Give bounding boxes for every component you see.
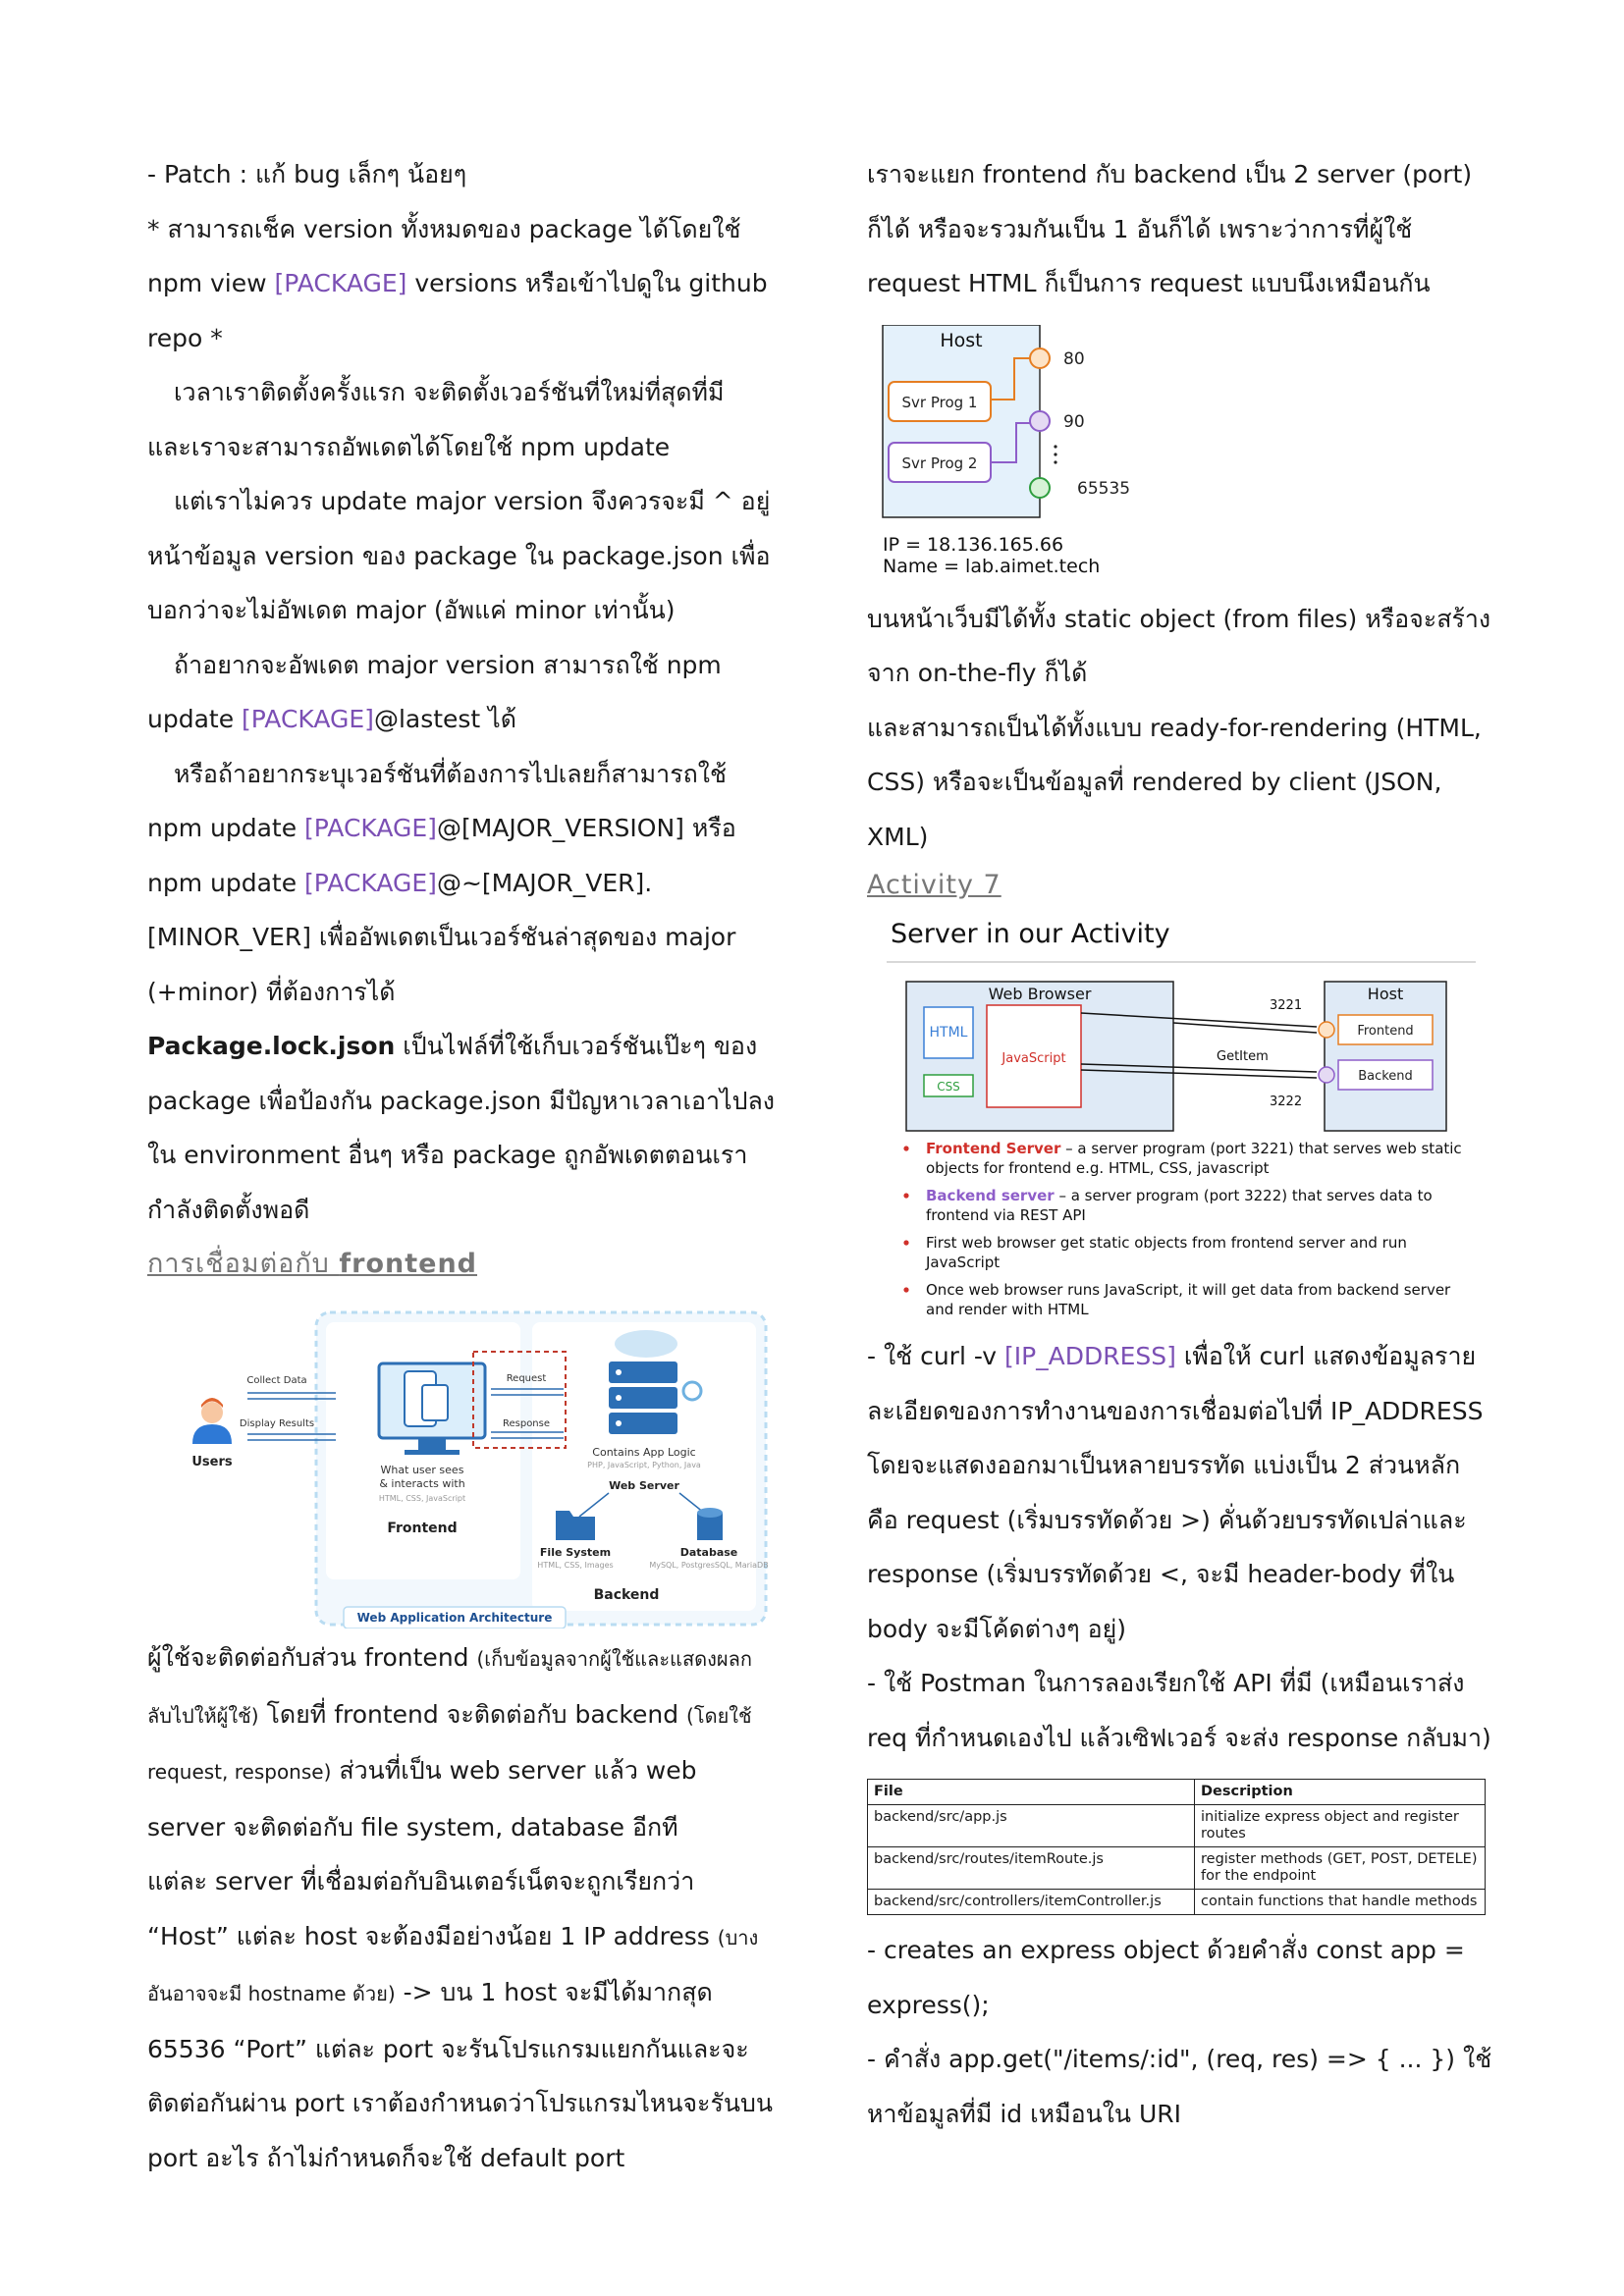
render-types: และสามารถเป็นได้ทั้งแบบ ready-for-rendering (HTML, CSS) หรือจะเป็นข้อมูลที่ rendered by client (JSON, XML): [867, 713, 1482, 851]
table-cell: register methods (GET, POST, DETELE) for the endpoint: [1195, 1847, 1486, 1890]
what-user-label: What user sees: [380, 1464, 464, 1476]
table-cell: backend/src/app.js: [868, 1805, 1195, 1847]
activity-host-label: Host: [1367, 985, 1404, 1003]
host-title: Host: [940, 329, 983, 351]
curl-usage: - ใช้ curl -v [IP_ADDRESS] เพื่อให้ curl แสดงข้อมูลรายละเอียดของการทำงานของการเชื่อมต่อไปที่ IP_ADDRESS โดยจะแสดงออกมาเป็นหลายบรรทัด แบ่งเป็น 2 ส่วนหลัก คือ request (เริ่มบรรทัดด้วย >) คั่นด้วยบรรทัดเปล่าและ response (เริ่มบรรทัดด้วย <, จะมี header-body ที่ใน body จะมีโค้ดต่างๆ อยู่): [867, 1342, 1484, 1643]
host-name: Name = lab.aimet.tech: [883, 555, 1101, 577]
bullet-once: Once web browser runs JavaScript, it will get data from backend server: [926, 1281, 1451, 1299]
display-label: Display Results: [239, 1418, 315, 1429]
app-get: - คำสั่ง app.get("/items/:id", (req, res) => { ... }) ใช้หาข้อมูลที่มี id เหมือนใน URI: [867, 2045, 1492, 2128]
table-cell: contain functions that handle methods: [1195, 1890, 1486, 1915]
host-ip: IP = 18.136.165.66: [883, 533, 1064, 556]
activity-title: Server in our Activity: [891, 919, 1170, 949]
table-row: [868, 1890, 1486, 1915]
css-box: CSS: [937, 1080, 960, 1094]
frontend-label: Frontend: [387, 1521, 458, 1536]
port-80: 80: [1063, 348, 1085, 369]
host-port-figure: [867, 325, 1162, 592]
response-label: Response: [502, 1418, 551, 1429]
postman-usage: - ใช้ Postman ในการลองเรียกใช้ API ที่มี (เหมือนเราส่ง req ที่กำหนดเองไป แล้วเซิฟเวอร์ จะส่ง response กลับมา): [867, 1669, 1491, 1752]
bullet-backend: Backend server – a server program (port 3222) that serves data to: [926, 1187, 1433, 1204]
port-3221: 3221: [1270, 998, 1303, 1013]
port-65535-dot: [1030, 478, 1050, 498]
app-logic-langs: PHP, JavaScript, Python, Java: [587, 1461, 701, 1469]
database-label: Database: [679, 1546, 738, 1559]
activity-heading: Activity 7: [867, 870, 1001, 900]
left-column: [147, 147, 776, 2185]
user-connect: ผู้ใช้จะติดต่อกับส่วน frontend (เก็บข้อมูลจากผู้ใช้และแสดงผลกลับไปให้ผู้ใช้) โดยที่ frontend จะติดต่อกับ backend (โดยใช้ request, response) ส่วนที่เป็น web server แล้ว web server จะติดต่อกับ file system, database อีกที: [147, 1643, 752, 1842]
specify-version: หรือถ้าอยากระบุเวอร์ชันที่ต้องการไปเลยก็สามารถใช้ npm update [PACKAGE]@[MAJOR_VERSION] หรือ npm update [PACKAGE]@~[MAJOR_VER].[MINOR_VER] เพื่ออัพเดตเป็นเวอร์ชันล่าสุดของ major (+minor) ที่ต้องการได้: [147, 759, 736, 1006]
host-port-diagram: [867, 325, 1162, 592]
activity-frontend-box: Frontend: [1357, 1024, 1414, 1039]
activity-diagram: [867, 913, 1495, 1323]
files-table: [867, 1779, 1486, 1915]
interacts-label: & interacts with: [379, 1477, 465, 1490]
frontend-heading: การเชื่อมต่อกับ frontend: [147, 1249, 478, 1279]
architecture-caption: Web Application Architecture: [356, 1611, 553, 1625]
check-versions: * สามารถเช็ค version ทั้งหมดของ package ได้โดยใช้ npm view [PACKAGE] versions หรือเข้าไปดูใน github repo *: [147, 214, 768, 352]
bullet-once-2: and render with HTML: [926, 1301, 1089, 1318]
bullet-backend-2: frontend via REST API: [926, 1206, 1086, 1224]
web-architecture-figure: [147, 1305, 776, 1629]
activity-figure: [867, 913, 1495, 1323]
architecture-diagram: [147, 1305, 776, 1629]
table-row: [868, 1805, 1486, 1847]
port-80-dot: [1030, 348, 1050, 368]
patch-line: - Patch : แก้ bug เล็กๆ น้อยๆ: [147, 160, 467, 188]
table-header-row: [868, 1780, 1486, 1805]
backend-label: Backend: [593, 1587, 660, 1603]
port-3222: 3222: [1270, 1095, 1303, 1109]
file-system-types: HTML, CSS, Images: [537, 1561, 614, 1570]
package-lock: Package.lock.json เป็นไฟล์ที่ใช้เก็บเวอร์ชันเป๊ะๆ ของ package เพื่อป้องกัน package.json มีปัญหาเวลาเอาไปลงใน environment อื่นๆ หรือ package ถูกอัพเดตตอนเรากำลังติดตั้งพอดี: [147, 1032, 776, 1224]
major-update: ถ้าอยากจะอัพเดต major version สามารถใช้ npm update [PACKAGE]@lastest ได้: [147, 650, 722, 733]
table-cell: initialize express object and register routes: [1195, 1805, 1486, 1847]
port-90: 90: [1063, 411, 1085, 432]
host-definition: แต่ละ server ที่เชื่อมต่อกับอินเตอร์เน็ตจะถูกเรียกว่า “Host” แต่ละ host จะต้องมีอย่างน้อย 1 IP address (บางอันอาจจะมี hostname ด้วย) -> บน 1 host จะมีได้มากสุด 65536 “Port” แต่ละ port จะรันโปรแกรมแยกกันและจะติดต่อกันผ่าน port เราต้องกำหนดว่าโปรแกรมไหนจะรันบน port อะไร ถ้าไม่กำหนดก็จะใช้ default port: [147, 1867, 773, 2172]
table-header: Description: [1195, 1780, 1486, 1805]
table-row: [868, 1847, 1486, 1890]
database-icon: [697, 1508, 723, 1540]
request-label: Request: [506, 1373, 547, 1384]
right-column: [867, 147, 1495, 2141]
collect-label: Collect Data: [246, 1375, 307, 1386]
express-object: - creates an express object ด้วยคำสั่ง const app = express();: [867, 1936, 1465, 2019]
getitem-label: GetItem: [1217, 1049, 1269, 1064]
file-system-label: File System: [539, 1546, 612, 1559]
bullet-first-2: JavaScript: [926, 1254, 1001, 1271]
table-cell: backend/src/controllers/itemController.js: [868, 1890, 1195, 1915]
port-90-dot: [1030, 411, 1050, 431]
bullet-first: First web browser get static objects from frontend server and run: [926, 1234, 1407, 1252]
web-browser-label: Web Browser: [988, 985, 1092, 1003]
users-icon: [192, 1398, 232, 1444]
bullet-frontend-2: objects for frontend e.g. HTML, CSS, javascript: [926, 1159, 1270, 1177]
port-65535: 65535: [1077, 478, 1131, 499]
web-server-label: Web Server: [609, 1479, 679, 1492]
svr-prog-1: Svr Prog 1: [901, 393, 978, 411]
no-major-update: แต่เราไม่ควร update major version จึงควรจะมี ^ อยู่หน้าข้อมูล version ของ package ใน package.json เพื่อบอกว่าจะไม่อัพเดต major (อัพแค่ minor เท่านั้น): [147, 487, 771, 624]
static-object: บนหน้าเว็บมีได้ทั้ง static object (from files) หรือจะสร้างจาก on-the-fly ก็ได้: [867, 604, 1491, 687]
html-box: HTML: [929, 1025, 968, 1041]
frontend-tech: HTML, CSS, JavaScript: [378, 1494, 466, 1503]
table-header: File: [868, 1780, 1195, 1805]
users-label: Users: [191, 1455, 233, 1469]
app-logic-label: Contains App Logic: [592, 1446, 696, 1459]
table-cell: backend/src/routes/itemRoute.js: [868, 1847, 1195, 1890]
bullet-frontend: Frontend Server – a server program (port 3221) that serves web static: [926, 1140, 1462, 1157]
activity-backend-box: Backend: [1358, 1069, 1413, 1084]
separate-servers: เราจะแยก frontend กับ backend เป็น 2 server (port) ก็ได้ หรือจะรวมกันเป็น 1 อันก็ได้ เพราะว่าการที่ผู้ใช้ request HTML ก็เป็นการ request แบบนึงเหมือนกัน: [867, 160, 1473, 297]
database-types: MySQL, PostgresSQL, MariaDB: [649, 1561, 769, 1570]
install-first: เวลาเราติดตั้งครั้งแรก จะติดตั้งเวอร์ชันที่ใหม่ที่สุดที่มี และเราจะสามารถอัพเดตได้โดยใช้ npm update: [147, 378, 725, 461]
javascript-box: JavaScript: [1001, 1051, 1066, 1066]
svr-prog-2: Svr Prog 2: [901, 454, 978, 472]
